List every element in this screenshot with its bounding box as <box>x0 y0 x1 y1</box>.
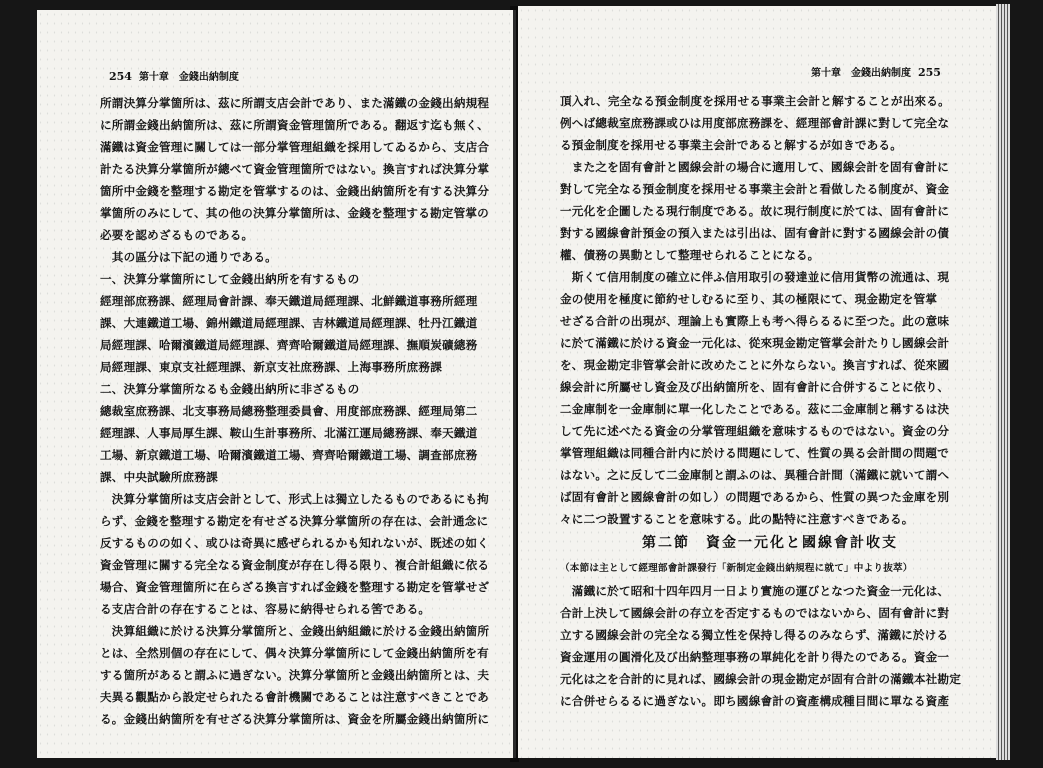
text-line: する箇所があると謂ふに過ぎない。決算分掌箇所と金錢出納箇所とは、夫 <box>100 668 490 682</box>
section-block <box>560 528 980 712</box>
text-line: 計たる決算分掌箇所が總べて資金管理箇所ではない。換言すれば決算分掌 <box>100 162 490 176</box>
text-line: はない。之に反して二金庫制と謂ふのは、異種合計間（滿鐵に就いて謂へ <box>560 468 950 482</box>
text-line: 對して完全なる預金制度を採用せる事業主会計と看做したる制度が、資金 <box>560 182 950 196</box>
text-line: に所謂金錢出納箇所は、茲に所謂資金管理箇所である。翻返す迄も無く、 <box>100 118 489 132</box>
right-page-body <box>560 90 980 530</box>
page-number: 255 <box>917 66 941 79</box>
text-line: 滿鐵は資金管理に關しては一部分掌管理組織を採用してゐるから、支店合 <box>100 140 490 154</box>
text-line: 反するものの如く、或ひは奇異に感ぜられるかも知れないが、既述の如く <box>100 536 489 550</box>
text-line: また之を固有會計と國線会計の場合に適用して、國線会計を固有會計に <box>560 160 949 174</box>
text-line: に於て滿鐵に於ける資金一元化は、從來現金勘定管掌会計たりし國線会計 <box>560 336 950 350</box>
text-line: 資金運用の圓滑化及び出納整理事務の單純化を計り得たのである。資金一 <box>560 650 950 664</box>
page-edges <box>996 4 1010 760</box>
text-line: 斯くて信用制度の確立に伴ふ信用取引の發達並に信用貨幣の流通は、現 <box>560 270 950 284</box>
text-line: らず、金錢を整理する勘定を有せざる決算分掌箇所の存在は、会計通念に <box>100 514 489 528</box>
text-line: して先に述べたる資金の分掌管理組織を意味するものではない。資金の分 <box>560 424 950 438</box>
text-line: 其の區分は下記の通りである。 <box>100 250 277 264</box>
text-line: せざる合計の出現が、理論上も實際上も考へ得らるるに至つた。此の意味 <box>560 314 950 328</box>
text-line: 二、決算分掌箇所なるも金錢出納所に非ざるもの <box>100 382 360 396</box>
section-body <box>560 580 980 712</box>
text-line: を、現金勘定非管掌会計に改めたことに外ならない。換言すれば、從來國 <box>560 358 950 372</box>
text-line: 例へば總裁室庶務課或ひは用度部庶務課を、經理部會計課に對して完全な <box>560 116 950 130</box>
right-page <box>518 6 996 758</box>
text-line: 所謂決算分掌箇所は、茲に所謂支店会計であり、また滿鐵の金錢出納規程 <box>100 96 490 110</box>
left-page-body <box>100 92 506 730</box>
text-line: る預金制度を採用せる事業主会計であると解するが如きである。 <box>560 138 903 152</box>
text-line: 滿鐵に於て昭和十四年四月一日より實施の運びとなつた資金一元化は、 <box>560 584 950 598</box>
left-page-header <box>109 68 239 83</box>
text-line: 必要を認めざるものである。 <box>100 228 254 242</box>
left-page <box>37 10 516 758</box>
text-line: 一元化を企圖したる現行制度である。故に現行制度に於ては、固有會計に <box>560 204 950 218</box>
text-line: 資金管理に關する完全なる資金制度が存在し得る限り、複合計組織に依る <box>100 558 490 572</box>
text-line: 決算分掌箇所は支店会計として、形式上は獨立したるものであるにも拘 <box>100 492 489 506</box>
section-note: （本節は主として經理部會計課發行「新制定金錢出納規程に就て」中より抜萃） <box>560 563 913 574</box>
text-line: 頂入れ、完全なる預金制度を採用せる事業主会計と解することが出來る。 <box>560 94 950 108</box>
text-line: 經理部庶務課、經理局會計課、奉天鐵道局經理課、北鮮鐵道事務所經理 <box>100 294 478 308</box>
text-line: 局經理課、哈爾濱鐵道局經理課、齊齊哈爾鐵道局經理課、撫順炭礦總務 <box>100 338 478 352</box>
text-line: る。金錢出納箇所を有せざる決算分掌箇所は、資金を所屬金錢出納箇所に <box>100 712 490 726</box>
chapter-title: 第十章 金錢出納制度 <box>811 68 911 79</box>
text-line: 權、債務の異動として整理せられることになる。 <box>560 248 820 262</box>
text-line: 掌管理組織は同種合計内に於ける問題にして、性質の異る会計間の問題で <box>560 446 949 460</box>
text-line: る支店合計の存在することは、容易に納得せられる筈である。 <box>100 602 431 616</box>
text-line: に合併せらるるに過ぎない。即ち國線會計の資產構成種目間に單なる資產 <box>560 694 950 708</box>
text-line: 掌箇所のみにして、其の他の決算分掌箇所は、金錢を整理する勘定管掌の <box>100 206 489 220</box>
text-line: 場合、資金管理箇所に在らざる換言すれば金錢を整理する勘定を管掌せざ <box>100 580 490 594</box>
chapter-title: 第十章 金錢出納制度 <box>138 72 239 83</box>
text-line: 夫異る觀點から設定せられたる會計機關であることは注意すべきことであ <box>100 690 489 704</box>
text-line: 局經理課、東京支社經理課、新京支社庶務課、上海事務所庶務課 <box>100 360 443 374</box>
text-line: 箇所中金錢を整理する勘定を管掌するのは、金錢出納箇所を有する決算分 <box>100 184 490 198</box>
text-line: 々に二つ設置することを意味する。此の點特に注意すべきである。 <box>560 512 914 526</box>
text-line: 金の使用を極度に節約せしむるに至り、其の極限にて、現金勘定を管掌 <box>560 292 938 306</box>
text-line: 課、中央試驗所庶務課 <box>100 470 218 484</box>
right-page-header <box>811 64 941 79</box>
section-title: 第二節 資金一元化と國線會計收支 <box>642 535 898 551</box>
text-line: 一、決算分掌箇所にして金錢出納所を有するもの <box>100 272 360 286</box>
text-line: 立する國線会計の完全なる獨立性を保持し得るのみならず、滿鐵に於ける <box>560 628 949 642</box>
text-line: ば固有會計と國線會計の如し）の問題であるから、性質の異つた金庫を別 <box>560 490 950 504</box>
text-line: 總裁室庶務課、北支事務局總務整理委員會、用度部庶務課、經理局第二 <box>100 404 478 418</box>
text-line: 決算組織に於ける決算分掌箇所と、金錢出納組織に於ける金錢出納箇所 <box>100 624 490 638</box>
text-line: 合計上決して國線会計の存立を否定するものではないから、固有會計に對 <box>560 606 950 620</box>
page-number: 254 <box>109 70 132 83</box>
text-line: 對する國線會計預金の預入または引出は、固有會計に對する國線会計の債 <box>560 226 950 240</box>
text-line: 經理課、人事局厚生課、鞍山生計事務所、北滿江運局總務課、奉天鐵道 <box>100 426 478 440</box>
text-line: 課、大連鐵道工場、錦州鐵道局經理課、吉林鐵道局經理課、牡丹江鐵道 <box>100 316 478 330</box>
text-line: 元化は之を合計的に見れば、國線会計の現金勘定が固有合計の滿鐵本社勘定 <box>560 672 961 686</box>
text-line: 工場、新京鐵道工場、哈爾濱鐵道工場、齊齊哈爾鐵道工場、調查部庶務 <box>100 448 478 462</box>
text-line: 線会計に所屬せし資金及び出納箇所を、固有會計に合併することに依り、 <box>560 380 950 394</box>
text-line: 二金庫制を一金庫制に單一化したことである。茲に二金庫制と稱するは決 <box>560 402 950 416</box>
text-line: とは、全然別個の存在にして、偶々決算分掌箇所にして金錢出納箇所を有 <box>100 646 489 660</box>
